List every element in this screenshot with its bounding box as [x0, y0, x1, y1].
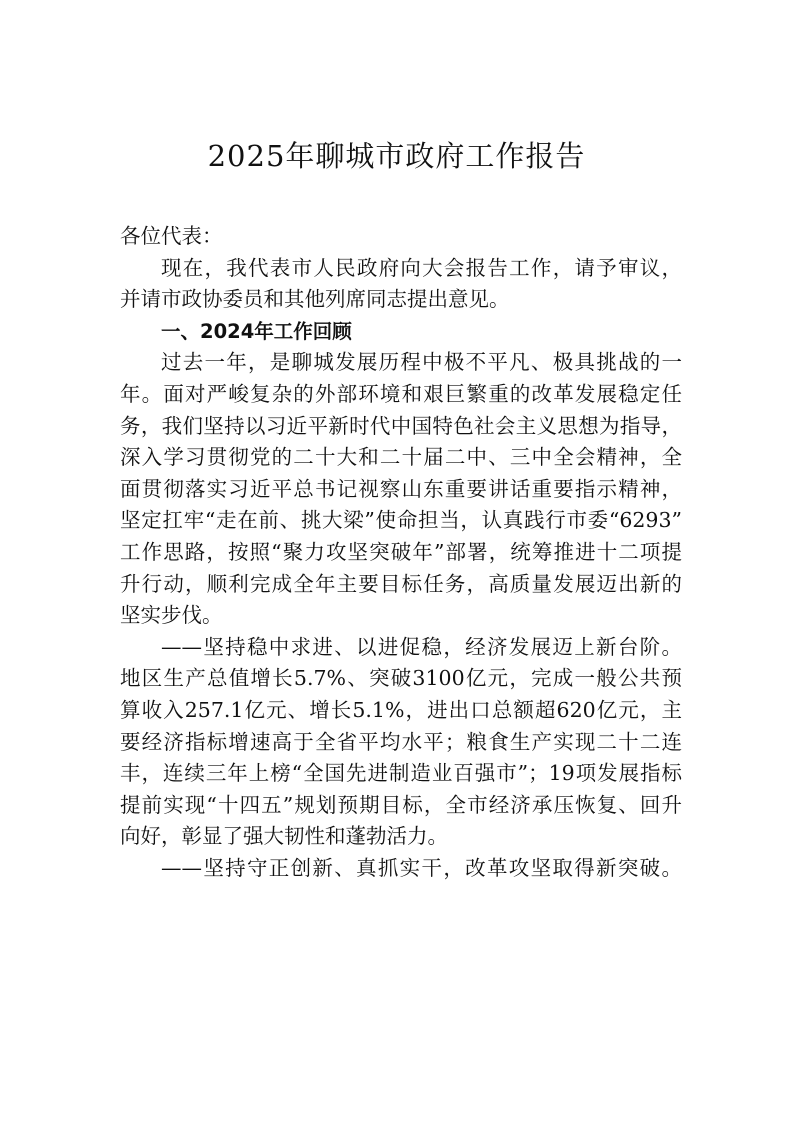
paragraph-line: 年。面对严峻复杂的外部环境和艰巨繁重的改革发展稳定任 [120, 381, 682, 406]
paragraph-line: 深入学习贯彻党的二十大和二十届二中、三中全会精神，全 [120, 445, 682, 470]
paragraph-line: 过去一年，是聊城发展历程中极不平凡、极具挑战的一 [161, 350, 682, 375]
document-body [120, 221, 682, 884]
paragraph-line: 工作思路，按照“聚力攻坚突破年”部署，统筹推进十二项提 [120, 539, 682, 564]
section-heading: 一、2024年工作回顾 [161, 319, 352, 343]
intro-line: 现在，我代表市人民政府向大会报告工作，请予审议， [161, 255, 682, 280]
paragraph-line: 坚定扛牢“走在前、挑大梁”使命担当，认真践行市委“6293” [120, 508, 682, 533]
paragraph-line: ——坚持守正创新、真抓实干，改革攻坚取得新突破。 [161, 855, 682, 880]
salutation: 各位代表： [120, 224, 223, 248]
paragraph-line: 提前实现“十四五”规划预期目标，全市经济承压恢复、回升 [120, 792, 682, 817]
paragraph-line: 面贯彻落实习近平总书记视察山东重要讲话重要指示精神， [120, 476, 682, 501]
paragraph-line: 升行动，顺利完成全年主要目标任务，高质量发展迈出新的 [120, 571, 682, 596]
paragraph-line: 丰，连续三年上榜“全国先进制造业百强市”；19项发展指标 [120, 761, 682, 786]
paragraph-line: 坚实步伐。 [120, 603, 223, 628]
intro-line: 并请市政协委员和其他列席同志提出意见。 [120, 287, 510, 312]
document-title: 2025年聊城市政府工作报告 [207, 139, 586, 173]
paragraph-line: 算收入257.1亿元、增长5.1%，进出口总额超620亿元，主 [120, 697, 682, 722]
paragraph-line: ——坚持稳中求进、以进促稳，经济发展迈上新台阶。 [161, 634, 682, 659]
paragraph-line: 务，我们坚持以习近平新时代中国特色社会主义思想为指导， [120, 413, 682, 438]
paragraph-line: 要经济指标增速高于全省平均水平；粮食生产实现二十二连 [120, 729, 682, 754]
paragraph-line: 向好，彰显了强大韧性和蓬勃活力。 [120, 824, 448, 849]
paragraph-line: 地区生产总值增长5.7%、突破3100亿元，完成一般公共预 [120, 666, 682, 691]
